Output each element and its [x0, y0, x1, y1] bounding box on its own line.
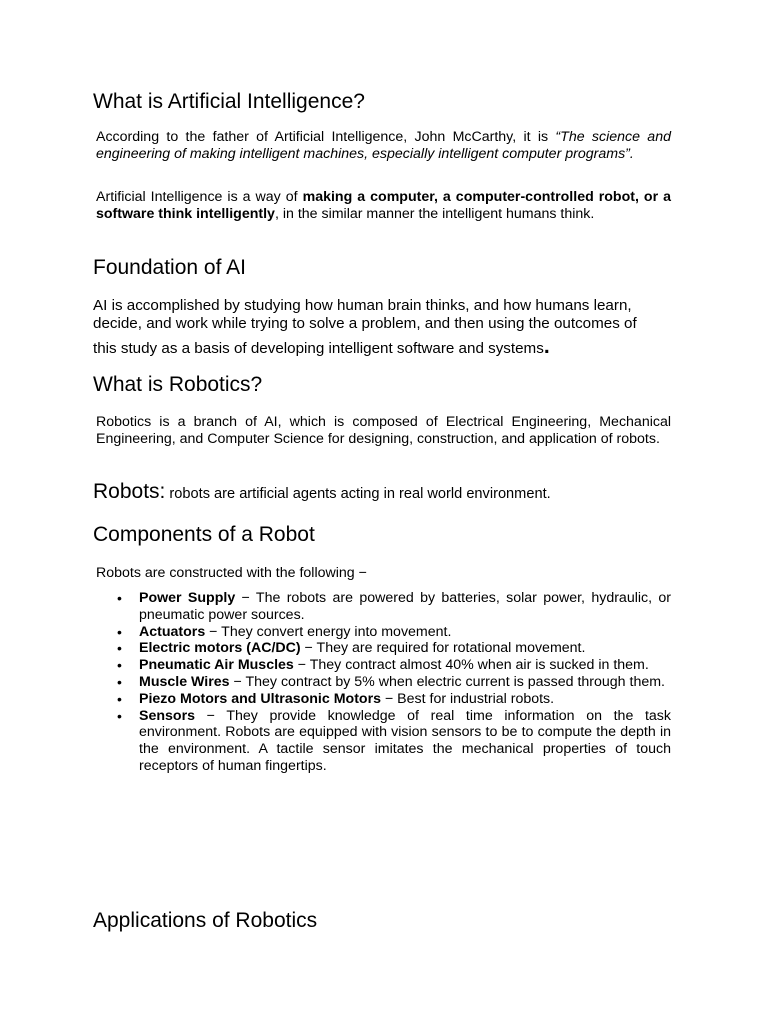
- foundation-line-2: decide, and work while trying to solve a problem, and then using the outcomes of: [93, 315, 637, 332]
- heading-what-is-ai: What is Artificial Intelligence?: [93, 90, 365, 113]
- component-list-item: [113, 708, 671, 775]
- component-list-item: [113, 674, 671, 691]
- component-list-item: [113, 590, 671, 624]
- bullet-icon: •: [117, 673, 122, 690]
- component-term: Actuators: [139, 623, 206, 640]
- ai-description-emphasis: making a computer, a computer-controlled robot, or a software think intelligently: [96, 189, 671, 222]
- bullet-icon: •: [117, 690, 122, 707]
- heading-what-is-robotics: What is Robotics?: [93, 373, 263, 396]
- ai-definition-intro: According to the father of Artificial Intelligence, John McCarthy, it is: [96, 129, 556, 145]
- foundation-line-1: AI is accomplished by studying how human brain thinks, and how humans learn,: [93, 297, 632, 314]
- ai-description-intro: Artificial Intelligence is a way of: [96, 189, 303, 205]
- ai-definition-quote: “The science and engineering of making intelligent machines, especially intelligent computer programs”.: [96, 129, 671, 162]
- foundation-line-3-text: this study as a basis of developing intelligent software and systems: [93, 340, 544, 357]
- bullet-icon: •: [117, 657, 122, 674]
- component-term: Muscle Wires: [139, 673, 230, 690]
- component-list-item: [113, 657, 671, 674]
- component-description: − They provide knowledge of real time information on the task environment. Robots are equipped with vision sensors to be to compute the depth in the environment. A tactile sensor imitates the mechanical properties of touch receptors of human fingertips.: [139, 707, 671, 774]
- component-description: − The robots are powered by batteries, solar power, hydraulic, or pneumatic power sources.: [139, 590, 672, 623]
- heading-applications-of-robotics: Applications of Robotics: [93, 909, 318, 932]
- component-list-item: [113, 691, 671, 708]
- component-list-item: [113, 640, 671, 657]
- components-list: [113, 590, 671, 775]
- components-intro: Robots are constructed with the following −: [96, 565, 367, 581]
- bullet-icon: •: [117, 707, 122, 724]
- ai-description-paragraph: [96, 189, 671, 223]
- component-term: Sensors: [139, 707, 195, 724]
- component-description: − Best for industrial robots.: [381, 690, 555, 707]
- component-term: Power Supply: [139, 590, 236, 606]
- bullet-icon: •: [117, 590, 122, 606]
- ai-description-outro: , in the similar manner the intelligent humans think.: [274, 206, 595, 222]
- component-description: − They convert energy into movement.: [205, 623, 452, 640]
- robots-label: Robots:: [93, 480, 166, 503]
- bullet-icon: •: [117, 640, 122, 657]
- component-term: Piezo Motors and Ultrasonic Motors: [139, 690, 381, 707]
- component-term: Pneumatic Air Muscles: [139, 657, 294, 674]
- component-list-item: [113, 624, 671, 641]
- ai-definition-paragraph: [96, 129, 671, 163]
- component-description: − They are required for rotational movement.: [300, 640, 586, 657]
- foundation-period: .: [543, 335, 550, 358]
- component-description: − They contract by 5% when electric current is passed through them.: [229, 673, 665, 690]
- robots-definition: [93, 480, 551, 504]
- robotics-paragraph: Robotics is a branch of AI, which is composed of Electrical Engineering, Mechanical Engineering, and Computer Science for designing, construction, and application of robots.: [96, 414, 671, 447]
- heading-foundation-of-ai: Foundation of AI: [93, 256, 246, 279]
- foundation-line-3: [93, 337, 693, 358]
- component-term: Electric motors (AC/DC): [139, 640, 301, 657]
- bullet-icon: •: [117, 623, 122, 640]
- heading-components-of-a-robot: Components of a Robot: [93, 523, 315, 546]
- robots-text: robots are artificial agents acting in real world environment.: [165, 486, 551, 502]
- component-description: − They contract almost 40% when air is sucked in them.: [293, 657, 649, 674]
